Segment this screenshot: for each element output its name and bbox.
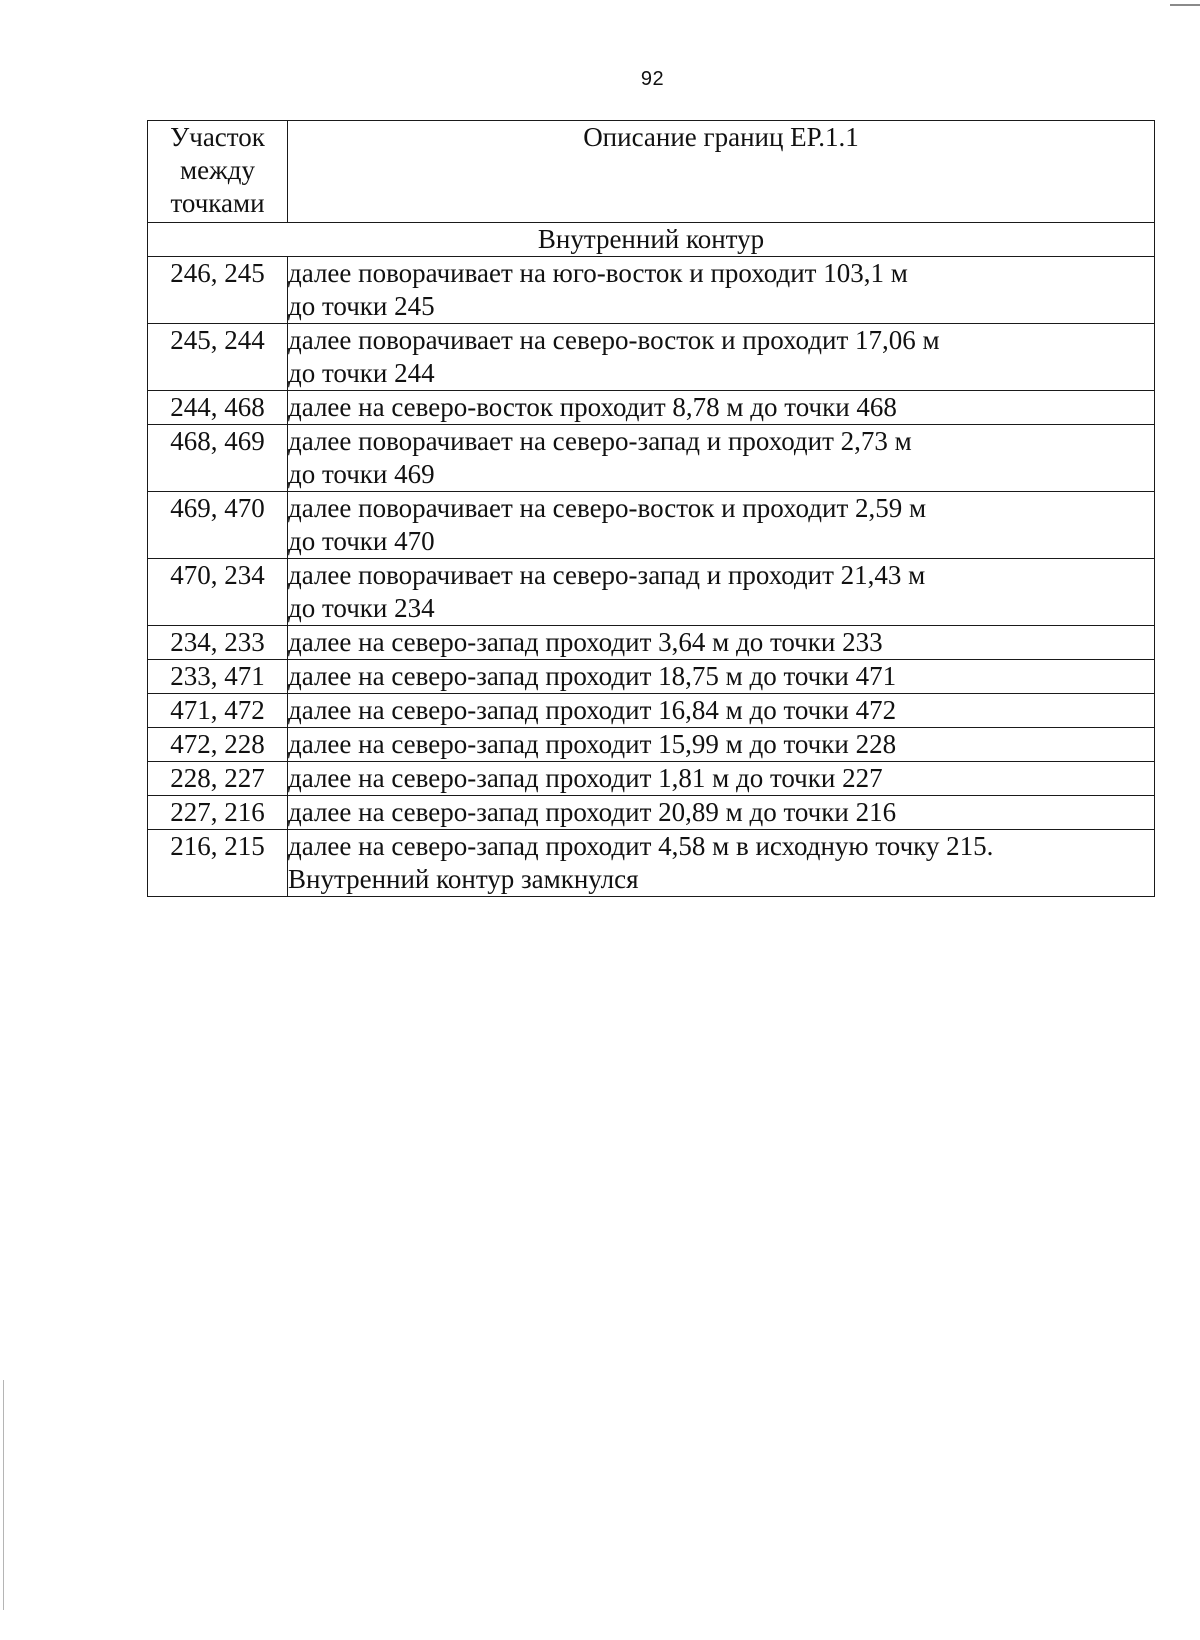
table-row [148, 728, 1155, 762]
description-line: далее на северо-запад проходит 18,75 м до точки 471 [288, 661, 897, 691]
table-row [148, 762, 1155, 796]
table-row [148, 324, 1155, 391]
description-line: далее поворачивает на северо-восток и проходит 2,59 м [288, 493, 927, 523]
description-line: далее на северо-запад проходит 4,58 м в исходную точку 215. [288, 831, 994, 861]
table-row [148, 425, 1155, 492]
table-body [148, 223, 1155, 897]
segment-cell: 470, 234 [148, 559, 288, 626]
segment-cell: 468, 469 [148, 425, 288, 492]
description-cell [288, 425, 1155, 492]
description-line: далее на северо-запад проходит 3,64 м до точки 233 [288, 627, 883, 657]
segment-cell: 228, 227 [148, 762, 288, 796]
table-row [148, 492, 1155, 559]
page-number: 92 [640, 68, 665, 90]
table-row [148, 830, 1155, 897]
boundary-table [147, 120, 1155, 897]
segment-header-line: Участок [170, 122, 265, 152]
description-line: далее поворачивает на северо-запад и проходит 2,73 м [288, 426, 912, 456]
description-cell [288, 762, 1155, 796]
description-line: до точки 469 [288, 459, 435, 489]
description-cell [288, 391, 1155, 425]
description-column-header: Описание границ ЕР.1.1 [288, 121, 1155, 223]
description-cell [288, 694, 1155, 728]
scan-margin-mark [3, 1380, 4, 1610]
section-row [148, 223, 1155, 257]
segment-cell: 227, 216 [148, 796, 288, 830]
description-line: далее на северо-запад проходит 15,99 м до точки 228 [288, 729, 897, 759]
description-line: до точки 470 [288, 526, 435, 556]
description-line: далее поворачивает на северо-восток и проходит 17,06 м [288, 325, 940, 355]
segment-cell: 245, 244 [148, 324, 288, 391]
description-line: далее на северо-восток проходит 8,78 м до точки 468 [288, 392, 897, 422]
scan-edge-mark [1170, 4, 1200, 6]
description-cell [288, 728, 1155, 762]
segment-header-line: точками [170, 188, 265, 218]
table-row [148, 796, 1155, 830]
description-line: до точки 245 [288, 291, 435, 321]
segment-column-header [148, 121, 288, 223]
segment-header-line: между [180, 155, 255, 185]
description-cell [288, 257, 1155, 324]
description-cell [288, 830, 1155, 897]
description-cell [288, 559, 1155, 626]
segment-cell: 234, 233 [148, 626, 288, 660]
segment-cell: 216, 215 [148, 830, 288, 897]
description-cell [288, 660, 1155, 694]
description-cell [288, 324, 1155, 391]
description-line: до точки 234 [288, 593, 435, 623]
segment-cell: 471, 472 [148, 694, 288, 728]
section-title: Внутренний контур [148, 223, 1155, 257]
description-line: далее поворачивает на северо-запад и проходит 21,43 м [288, 560, 926, 590]
description-line: до точки 244 [288, 358, 435, 388]
table-row [148, 694, 1155, 728]
table-row [148, 660, 1155, 694]
description-line: далее на северо-запад проходит 1,81 м до точки 227 [288, 763, 883, 793]
segment-cell: 472, 228 [148, 728, 288, 762]
segment-cell: 233, 471 [148, 660, 288, 694]
segment-cell: 469, 470 [148, 492, 288, 559]
description-cell [288, 626, 1155, 660]
description-line: далее на северо-запад проходит 16,84 м до точки 472 [288, 695, 897, 725]
description-line: Внутренний контур замкнулся [288, 864, 639, 894]
segment-cell: 244, 468 [148, 391, 288, 425]
description-cell [288, 492, 1155, 559]
table-header-row [148, 121, 1155, 223]
description-cell [288, 796, 1155, 830]
table-row [148, 391, 1155, 425]
segment-cell: 246, 245 [148, 257, 288, 324]
description-line: далее поворачивает на юго-восток и проходит 103,1 м [288, 258, 908, 288]
table-row [148, 559, 1155, 626]
table-row [148, 626, 1155, 660]
table-row [148, 257, 1155, 324]
description-line: далее на северо-запад проходит 20,89 м до точки 216 [288, 797, 897, 827]
